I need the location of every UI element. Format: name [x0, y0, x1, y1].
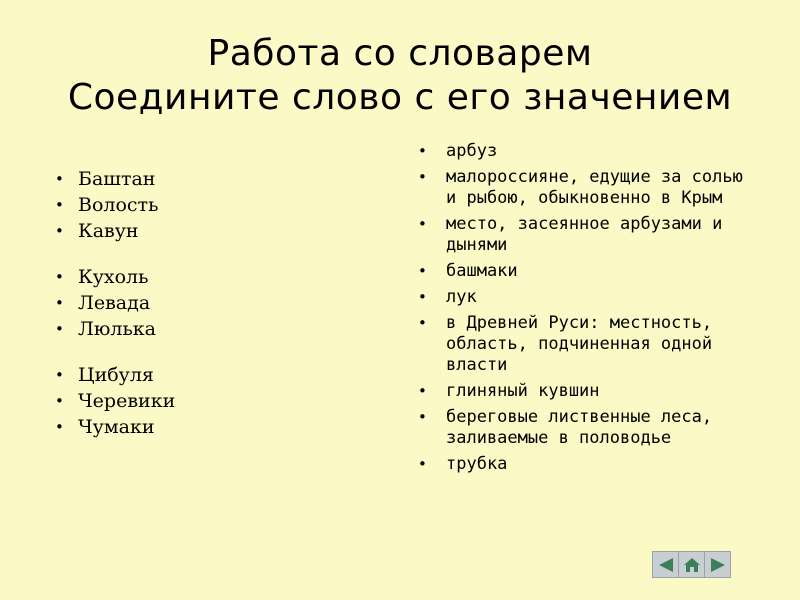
list-item [55, 166, 355, 192]
meaning-text: глиняный кувшин [446, 381, 600, 401]
meanings-list [418, 141, 778, 480]
bullet: • [418, 455, 427, 473]
list-item [55, 264, 355, 290]
bullet: • [418, 382, 427, 400]
word-text: Черевики [78, 390, 176, 412]
list-item [418, 313, 748, 376]
bullet: • [55, 366, 64, 384]
bullet: • [418, 262, 427, 280]
bullet: • [418, 168, 427, 186]
back-button[interactable] [653, 552, 679, 577]
list-item [55, 388, 355, 414]
word-text: Левада [78, 292, 151, 314]
words-list [55, 166, 355, 440]
home-button[interactable] [679, 552, 705, 577]
list-item [55, 362, 355, 388]
bullet: • [418, 288, 427, 306]
meaning-text: трубка [446, 454, 508, 474]
title-line-1: Работа со словарем [207, 33, 593, 74]
word-text: Люлька [78, 318, 157, 340]
list-item [418, 167, 748, 209]
slide-navigation [652, 551, 731, 578]
bullet: • [55, 320, 64, 338]
triangle-right-icon [709, 557, 727, 573]
bullet: • [55, 222, 64, 240]
word-text: Чумаки [78, 416, 155, 438]
bullet: • [418, 408, 427, 426]
word-text: Цибуля [78, 364, 154, 386]
slide-title [0, 32, 800, 120]
meaning-text: место, засеянное арбузами и дынями [446, 214, 723, 255]
list-item [418, 141, 778, 162]
word-text: Волость [78, 194, 159, 216]
bullet: • [55, 170, 64, 188]
bullet: • [55, 196, 64, 214]
triangle-left-icon [657, 557, 675, 573]
meaning-text: в Древней Руси: местность, область, подчиненная одной власти [446, 313, 713, 375]
home-icon [683, 557, 701, 573]
bullet: • [55, 392, 64, 410]
meaning-text: арбуз [446, 141, 498, 161]
word-text: Кавун [78, 220, 139, 242]
list-item [418, 214, 748, 256]
list-item [418, 407, 748, 449]
meaning-text: береговые лиственные леса, заливаемые в половодье [446, 407, 713, 448]
meaning-text: лук [446, 287, 477, 307]
bullet: • [55, 418, 64, 436]
bullet: • [55, 294, 64, 312]
list-item [55, 192, 355, 218]
title-line-2: Соедините слово с его значением [67, 77, 733, 118]
meaning-text: башмаки [446, 261, 518, 281]
list-item [418, 261, 778, 282]
list-item [55, 218, 355, 244]
bullet: • [418, 215, 427, 233]
word-text: Баштан [78, 168, 156, 190]
bullet: • [418, 142, 427, 160]
bullet: • [55, 268, 64, 286]
list-item [55, 316, 355, 342]
list-item [418, 454, 778, 475]
word-text: Кухоль [78, 266, 149, 288]
bullet: • [418, 314, 427, 332]
list-item [55, 414, 355, 440]
meaning-text: малороссияне, едущие за солью и рыбою, обыкновенно в Крым [446, 167, 743, 208]
list-item [418, 381, 778, 402]
list-item [418, 287, 778, 308]
forward-button[interactable] [705, 552, 730, 577]
list-item [55, 290, 355, 316]
